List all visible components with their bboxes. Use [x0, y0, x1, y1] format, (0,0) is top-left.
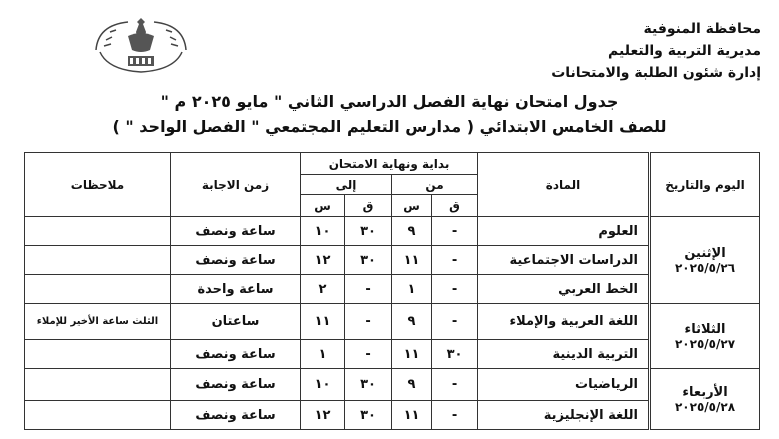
- to-minutes-cell: ٣٠: [345, 246, 392, 275]
- notes-cell: الثلث ساعة الأخير للإملاء: [25, 304, 171, 340]
- notes-cell: [25, 401, 171, 430]
- header-day-date: اليوم والتاريخ: [650, 153, 760, 217]
- notes-cell: [25, 275, 171, 304]
- header-exam-time: بداية ونهاية الامتحان: [301, 153, 478, 175]
- notes-cell: [25, 369, 171, 401]
- duration-cell: ساعة ونصف: [171, 340, 301, 369]
- header-from-hours: س: [392, 195, 432, 217]
- from-minutes-cell: -: [432, 304, 478, 340]
- subject-cell: الرياضيات: [478, 369, 650, 401]
- day-date: ٢٠٢٥/٥/٢٧: [674, 336, 736, 351]
- table-row: [25, 275, 760, 304]
- notes-cell: [25, 246, 171, 275]
- day-name: الإثنين: [684, 245, 726, 261]
- day-date: ٢٠٢٥/٥/٢٦: [674, 260, 736, 275]
- subject-cell: التربية الدينية: [478, 340, 650, 369]
- to-hours-cell: ١٢: [301, 401, 345, 430]
- to-minutes-cell: -: [345, 275, 392, 304]
- to-minutes-cell: ٣٠: [345, 217, 392, 246]
- to-minutes-cell: -: [345, 340, 392, 369]
- table-row: [25, 369, 760, 401]
- from-minutes-cell: -: [432, 217, 478, 246]
- to-minutes-cell: ٣٠: [345, 369, 392, 401]
- to-hours-cell: ١١: [301, 304, 345, 340]
- duration-cell: ساعة ونصف: [171, 246, 301, 275]
- from-hours-cell: ١: [392, 275, 432, 304]
- day-cell-tuesday: [650, 304, 760, 369]
- from-hours-cell: ١١: [392, 401, 432, 430]
- header-duration: زمن الاجابة: [171, 153, 301, 217]
- subject-cell: الدراسات الاجتماعية: [478, 246, 650, 275]
- duration-cell: ساعة ونصف: [171, 401, 301, 430]
- from-hours-cell: ١١: [392, 246, 432, 275]
- duration-cell: ساعتان: [171, 304, 301, 340]
- duration-cell: ساعة واحدة: [171, 275, 301, 304]
- header-notes: ملاحظات: [25, 153, 171, 217]
- table-row: [25, 304, 760, 340]
- subject-cell: الخط العربي: [478, 275, 650, 304]
- authority-header: [551, 18, 761, 84]
- header-to: إلى: [301, 175, 392, 195]
- day-cell-monday: [650, 217, 760, 304]
- to-hours-cell: ١٠: [301, 217, 345, 246]
- header-from: من: [392, 175, 478, 195]
- table-row: [25, 340, 760, 369]
- exam-schedule-table: [24, 152, 760, 430]
- day-cell-wednesday: [650, 369, 760, 430]
- day-name: الأربعاء: [682, 384, 728, 400]
- subject-cell: العلوم: [478, 217, 650, 246]
- governorate-name: محافظة المنوفية: [643, 21, 761, 37]
- department-name: إدارة شئون الطلبة والامتحانات: [551, 65, 761, 81]
- notes-cell: [25, 217, 171, 246]
- header-to-hours: س: [301, 195, 345, 217]
- to-minutes-cell: ٣٠: [345, 401, 392, 430]
- from-hours-cell: ١١: [392, 340, 432, 369]
- header-from-minutes: ق: [432, 195, 478, 217]
- directorate-name: مديرية التربية والتعليم: [608, 43, 761, 59]
- eagle-emblem-icon: [88, 10, 194, 78]
- duration-cell: ساعة ونصف: [171, 217, 301, 246]
- day-name: الثلاثاء: [684, 321, 726, 337]
- from-hours-cell: ٩: [392, 304, 432, 340]
- subject-cell: اللغة العربية والإملاء: [478, 304, 650, 340]
- from-minutes-cell: -: [432, 246, 478, 275]
- header-subject: المادة: [478, 153, 650, 217]
- to-minutes-cell: -: [345, 304, 392, 340]
- table-title-line2: للصف الخامس الابتدائي ( مدارس التعليم المجتمعي " الفصل الواحد " ): [112, 117, 667, 136]
- subject-cell: اللغة الإنجليزية: [478, 401, 650, 430]
- header-to-minutes: ق: [345, 195, 392, 217]
- to-hours-cell: ١٠: [301, 369, 345, 401]
- day-date: ٢٠٢٥/٥/٢٨: [674, 399, 736, 414]
- from-minutes-cell: -: [432, 275, 478, 304]
- to-hours-cell: ١: [301, 340, 345, 369]
- table-row: [25, 246, 760, 275]
- from-minutes-cell: -: [432, 401, 478, 430]
- table-title-line1: جدول امتحان نهاية الفصل الدراسي الثاني " مايو ٢٠٢٥ م ": [160, 92, 619, 111]
- from-minutes-cell: -: [432, 369, 478, 401]
- from-hours-cell: ٩: [392, 217, 432, 246]
- from-minutes-cell: ٣٠: [432, 340, 478, 369]
- duration-cell: ساعة ونصف: [171, 369, 301, 401]
- table-row: [25, 217, 760, 246]
- to-hours-cell: ٢: [301, 275, 345, 304]
- to-hours-cell: ١٢: [301, 246, 345, 275]
- from-hours-cell: ٩: [392, 369, 432, 401]
- table-row: [25, 401, 760, 430]
- notes-cell: [25, 340, 171, 369]
